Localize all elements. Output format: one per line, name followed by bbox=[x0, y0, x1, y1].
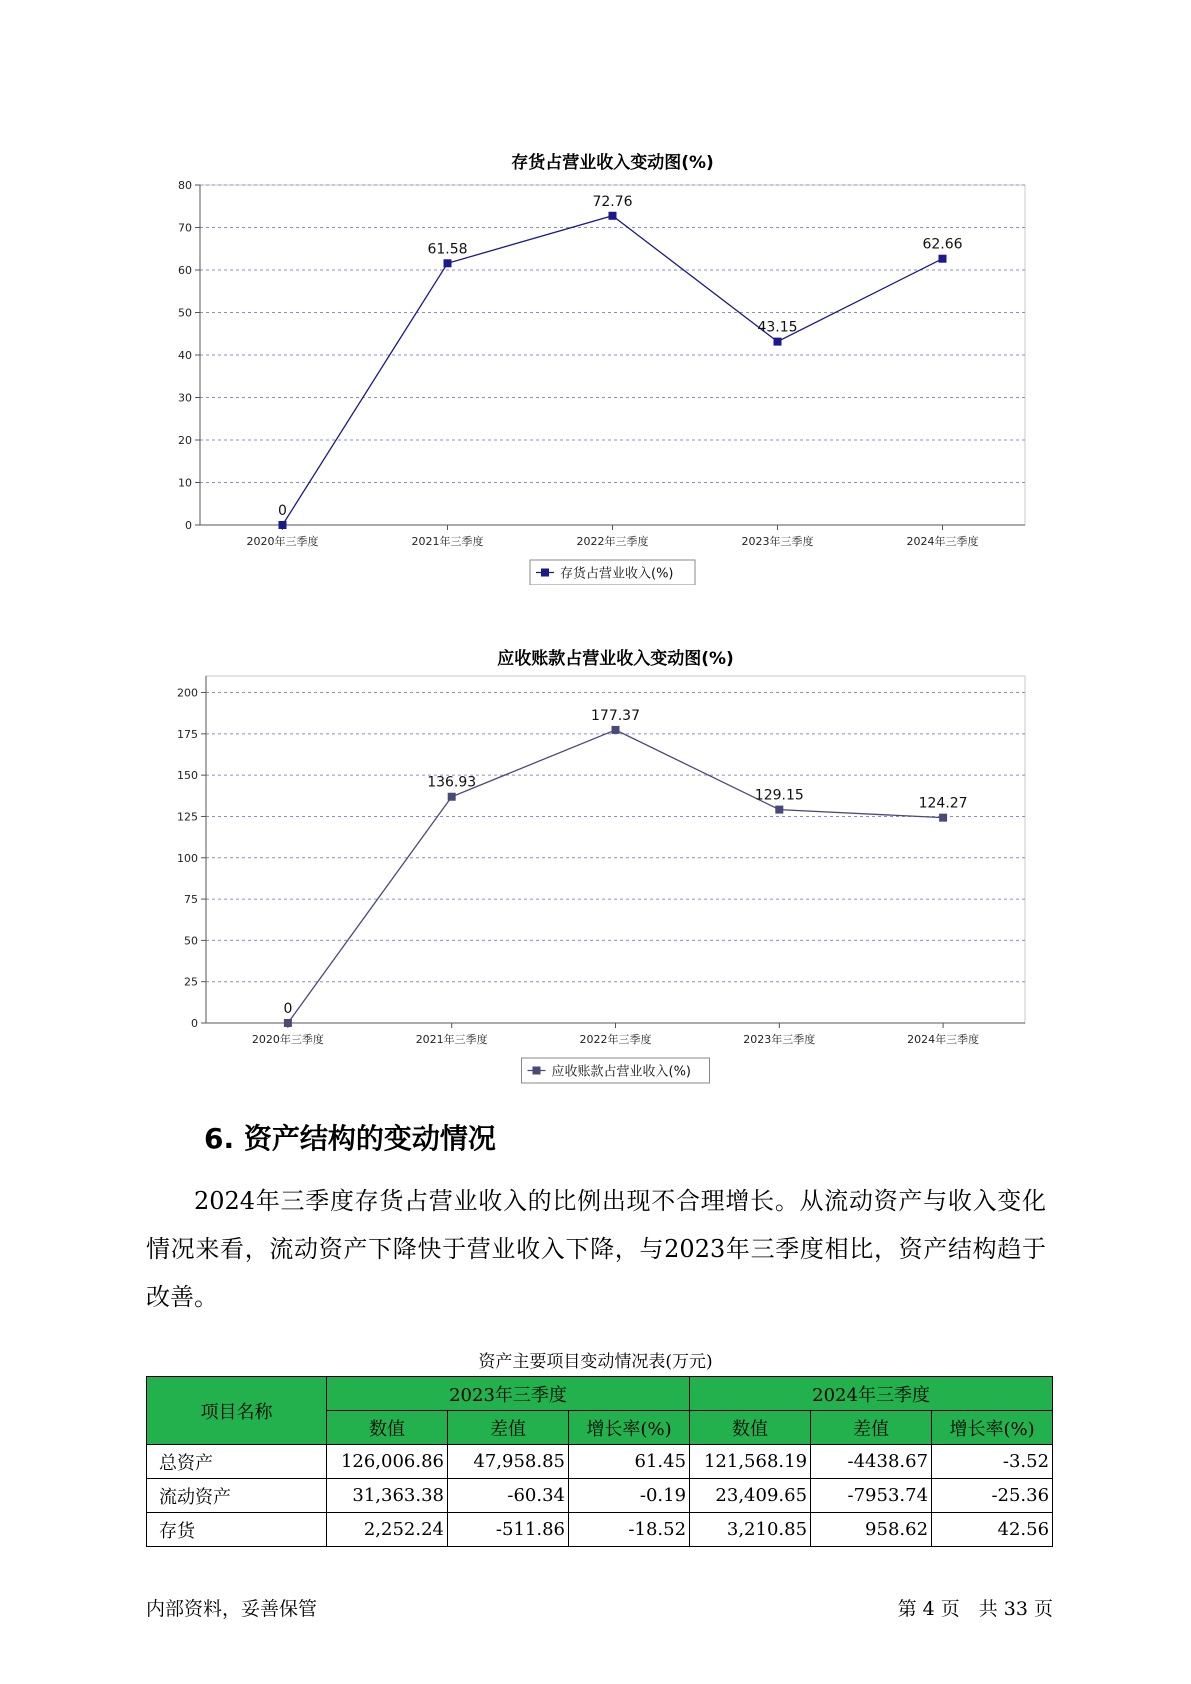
y-tick-label: 100 bbox=[177, 851, 198, 865]
x-tick-label: 2020年三季度 bbox=[251, 1033, 324, 1046]
inventory-chart-svg bbox=[0, 125, 1191, 585]
data-label: 61.58 bbox=[427, 241, 468, 258]
data-label: 0 bbox=[278, 503, 287, 519]
y-tick-label: 50 bbox=[184, 934, 198, 948]
x-tick-label: 2021年三季度 bbox=[411, 535, 484, 548]
subheader-diff: 差值 bbox=[811, 1411, 932, 1445]
row-label: 流动资产 bbox=[147, 1479, 327, 1513]
data-point bbox=[774, 338, 782, 346]
receivables-chart bbox=[0, 630, 1191, 1090]
table-cell: -60.34 bbox=[448, 1479, 569, 1513]
x-tick-label: 2024年三季度 bbox=[907, 1033, 980, 1046]
x-tick-label: 2023年三季度 bbox=[741, 535, 814, 548]
y-tick-label: 20 bbox=[178, 434, 192, 447]
table-cell: 3,210.85 bbox=[690, 1513, 811, 1547]
y-tick-label: 50 bbox=[178, 306, 192, 320]
subheader-growth: 增长率(%) bbox=[932, 1411, 1053, 1445]
table-row bbox=[147, 1513, 1053, 1547]
table-row bbox=[147, 1445, 1053, 1479]
y-tick-label: 80 bbox=[178, 179, 192, 192]
data-label: 136.93 bbox=[427, 774, 477, 791]
y-tick-label: 125 bbox=[177, 810, 198, 824]
data-point bbox=[284, 1019, 292, 1027]
row-label: 总资产 bbox=[147, 1445, 327, 1479]
table-cell: -3.52 bbox=[932, 1445, 1053, 1479]
footer-page-number: 第 4 页 共 33 页 bbox=[897, 1598, 1053, 1620]
legend-label: 应收账款占营业收入(%) bbox=[551, 1064, 691, 1080]
y-tick-label: 200 bbox=[177, 686, 198, 700]
table-cell: -0.19 bbox=[569, 1479, 690, 1513]
table-cell: -511.86 bbox=[448, 1513, 569, 1547]
table-cell: -7953.74 bbox=[811, 1479, 932, 1513]
table-cell: 121,568.19 bbox=[690, 1445, 811, 1479]
data-point bbox=[444, 259, 452, 267]
chart-title: 应收账款占营业收入变动图(%) bbox=[497, 649, 734, 669]
table-cell: -4438.67 bbox=[811, 1445, 932, 1479]
y-tick-label: 150 bbox=[177, 769, 198, 783]
row-label: 存货 bbox=[147, 1513, 327, 1547]
data-label: 0 bbox=[283, 1001, 293, 1017]
table-cell: 958.62 bbox=[811, 1513, 932, 1547]
header-period-2023: 2023年三季度 bbox=[327, 1377, 690, 1411]
y-tick-label: 25 bbox=[184, 975, 198, 989]
legend-marker bbox=[533, 1067, 541, 1075]
data-point bbox=[609, 212, 617, 220]
data-point bbox=[448, 793, 456, 801]
data-point bbox=[775, 806, 783, 814]
data-point bbox=[939, 814, 947, 822]
x-tick-label: 2022年三季度 bbox=[579, 1033, 652, 1046]
table-caption: 资产主要项目变动情况表(万元) bbox=[478, 1352, 713, 1372]
table-row bbox=[147, 1479, 1053, 1513]
plot-area bbox=[200, 185, 1025, 525]
y-tick-label: 0 bbox=[185, 519, 192, 532]
footer-confidential: 内部资料，妥善保管 bbox=[146, 1598, 318, 1620]
x-tick-label: 2021年三季度 bbox=[415, 1033, 488, 1046]
y-tick-label: 40 bbox=[178, 349, 192, 362]
subheader-diff: 差值 bbox=[448, 1411, 569, 1445]
section-paragraph: 2024年三季度存货占营业收入的比例出现不合理增长。从流动资产与收入变化情况来看，流动资产下降快于营业收入下降，与2023年三季度相比，资产结构趋于改善。 bbox=[146, 1187, 1046, 1311]
header-period-2024: 2024年三季度 bbox=[690, 1377, 1053, 1411]
table-cell: 31,363.38 bbox=[327, 1479, 448, 1513]
y-tick-label: 175 bbox=[177, 727, 198, 741]
x-tick-label: 2024年三季度 bbox=[906, 535, 979, 548]
subheader-growth: 增长率(%) bbox=[569, 1411, 690, 1445]
y-tick-label: 10 bbox=[178, 476, 192, 490]
y-tick-label: 30 bbox=[178, 391, 192, 405]
data-point bbox=[939, 255, 947, 263]
table-cell: -18.52 bbox=[569, 1513, 690, 1547]
chart-title: 存货占营业收入变动图(%) bbox=[511, 153, 714, 173]
data-point bbox=[612, 726, 620, 734]
legend-label: 存货占营业收入(%) bbox=[560, 566, 674, 582]
data-label: 72.76 bbox=[592, 193, 633, 210]
x-tick-label: 2020年三季度 bbox=[246, 535, 319, 548]
inventory-chart bbox=[0, 125, 1191, 585]
y-tick-label: 60 bbox=[178, 264, 192, 277]
y-tick-label: 75 bbox=[184, 893, 198, 907]
section-title: 6. 资产结构的变动情况 bbox=[204, 1122, 496, 1155]
table-cell: 23,409.65 bbox=[690, 1479, 811, 1513]
table-cell: 126,006.86 bbox=[327, 1445, 448, 1479]
data-label: 129.15 bbox=[754, 787, 804, 804]
subheader-value: 数值 bbox=[327, 1411, 448, 1445]
table-cell: 2,252.24 bbox=[327, 1513, 448, 1547]
data-point bbox=[279, 521, 287, 529]
receivables-chart-svg bbox=[0, 630, 1191, 1090]
subheader-value: 数值 bbox=[690, 1411, 811, 1445]
data-label: 124.27 bbox=[918, 795, 968, 812]
legend-marker bbox=[541, 569, 549, 577]
table-cell: 47,958.85 bbox=[448, 1445, 569, 1479]
data-label: 43.15 bbox=[757, 319, 798, 336]
y-tick-label: 0 bbox=[191, 1017, 198, 1030]
table-cell: -25.36 bbox=[932, 1479, 1053, 1513]
asset-change-table bbox=[146, 1376, 1053, 1547]
y-tick-label: 70 bbox=[178, 221, 192, 235]
x-tick-label: 2022年三季度 bbox=[576, 535, 649, 548]
header-item-name: 项目名称 bbox=[147, 1377, 327, 1445]
table-cell: 42.56 bbox=[932, 1513, 1053, 1547]
data-label: 62.66 bbox=[922, 236, 963, 253]
data-label: 177.37 bbox=[591, 707, 640, 724]
table-cell: 61.45 bbox=[569, 1445, 690, 1479]
x-tick-label: 2023年三季度 bbox=[743, 1033, 816, 1046]
